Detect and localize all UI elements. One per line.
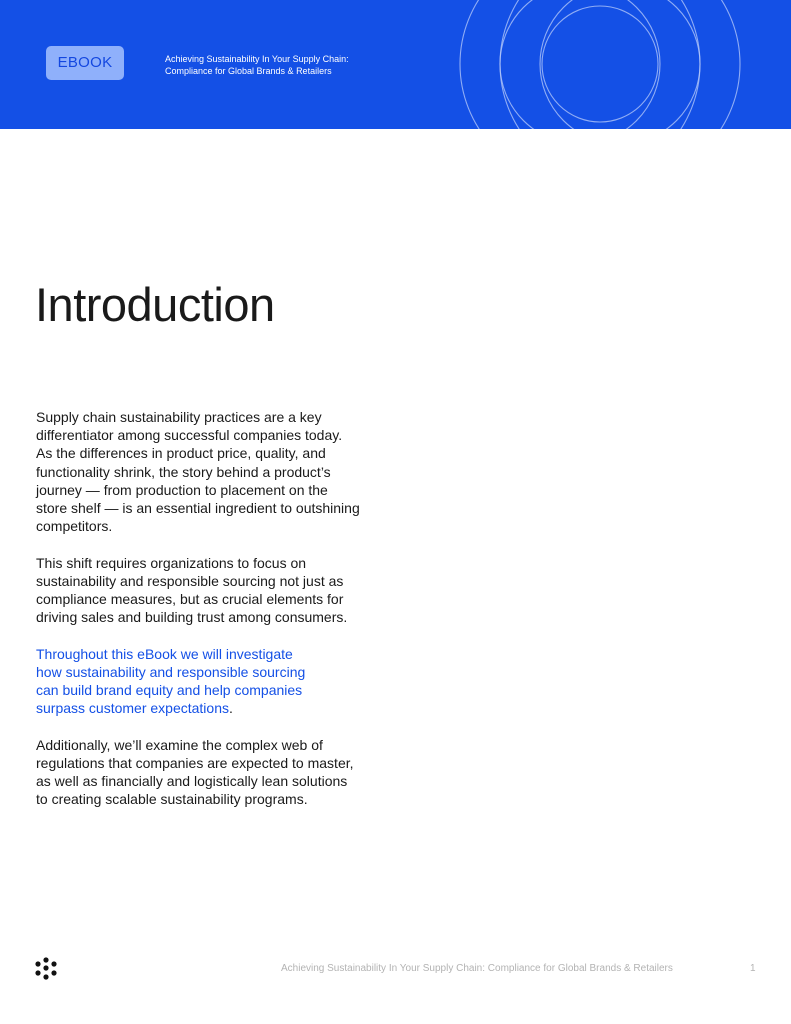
intro-body xyxy=(36,408,376,827)
text-line: Supply chain sustainability practices are a key xyxy=(36,409,322,425)
text-line: differentiator among successful companies today. xyxy=(36,427,343,444)
outer-circle-left xyxy=(460,0,700,129)
header-document-title xyxy=(165,53,425,77)
text-line: compliance measures, but as crucial elements for xyxy=(36,591,344,608)
text-line: competitors. xyxy=(36,518,113,535)
highlight-line: surpass customer expectations xyxy=(36,700,229,717)
text-line: regulations that companies are expected to master, xyxy=(36,754,354,771)
ebook-badge: EBOOK xyxy=(46,46,124,80)
text-line: sustainability and responsible sourcing not just as xyxy=(36,572,344,589)
highlight-line: how sustainability and responsible sourcing xyxy=(36,663,306,680)
sentence-period: . xyxy=(228,700,233,717)
highlight-last-line xyxy=(36,699,376,717)
header-title-line: Compliance for Global Brands & Retailers xyxy=(165,66,332,76)
paragraph-intro xyxy=(36,408,376,535)
page-number: 1 xyxy=(750,963,756,974)
text-line: driving sales and building trust among consumers. xyxy=(36,609,348,626)
header-band xyxy=(0,0,791,129)
dots-logo-icon xyxy=(35,957,59,981)
highlight-line: Throughout this eBook we will investigate xyxy=(36,645,293,662)
header-title-line: Achieving Sustainability In Your Supply Chain: xyxy=(165,54,349,64)
text-line: to creating scalable sustainability programs. xyxy=(36,791,308,808)
text-line: store shelf — is an essential ingredient to outshining xyxy=(36,500,360,517)
text-line: journey — from production to placement on the xyxy=(36,481,328,498)
text-line: Additionally, we’ll examine the complex web of xyxy=(36,736,323,753)
paragraph-highlight xyxy=(36,645,376,718)
footer-document-title: Achieving Sustainability In Your Supply Chain: Compliance for Global Brands & Retailers xyxy=(281,963,673,974)
text-line: As the differences in product price, quality, and xyxy=(36,445,326,462)
outer-circle-right xyxy=(500,0,740,129)
paragraph-additionally xyxy=(36,736,376,809)
inner-circle xyxy=(542,6,658,122)
page-title: Introduction xyxy=(35,278,275,331)
paragraph-shift xyxy=(36,554,376,627)
highlight-line: can build brand equity and help companies xyxy=(36,682,303,699)
text-line: This shift requires organizations to focus on xyxy=(36,554,307,571)
text-line: as well as financially and logistically lean solutions xyxy=(36,773,348,790)
text-line: functionality shrink, the story behind a product’s xyxy=(36,463,331,480)
